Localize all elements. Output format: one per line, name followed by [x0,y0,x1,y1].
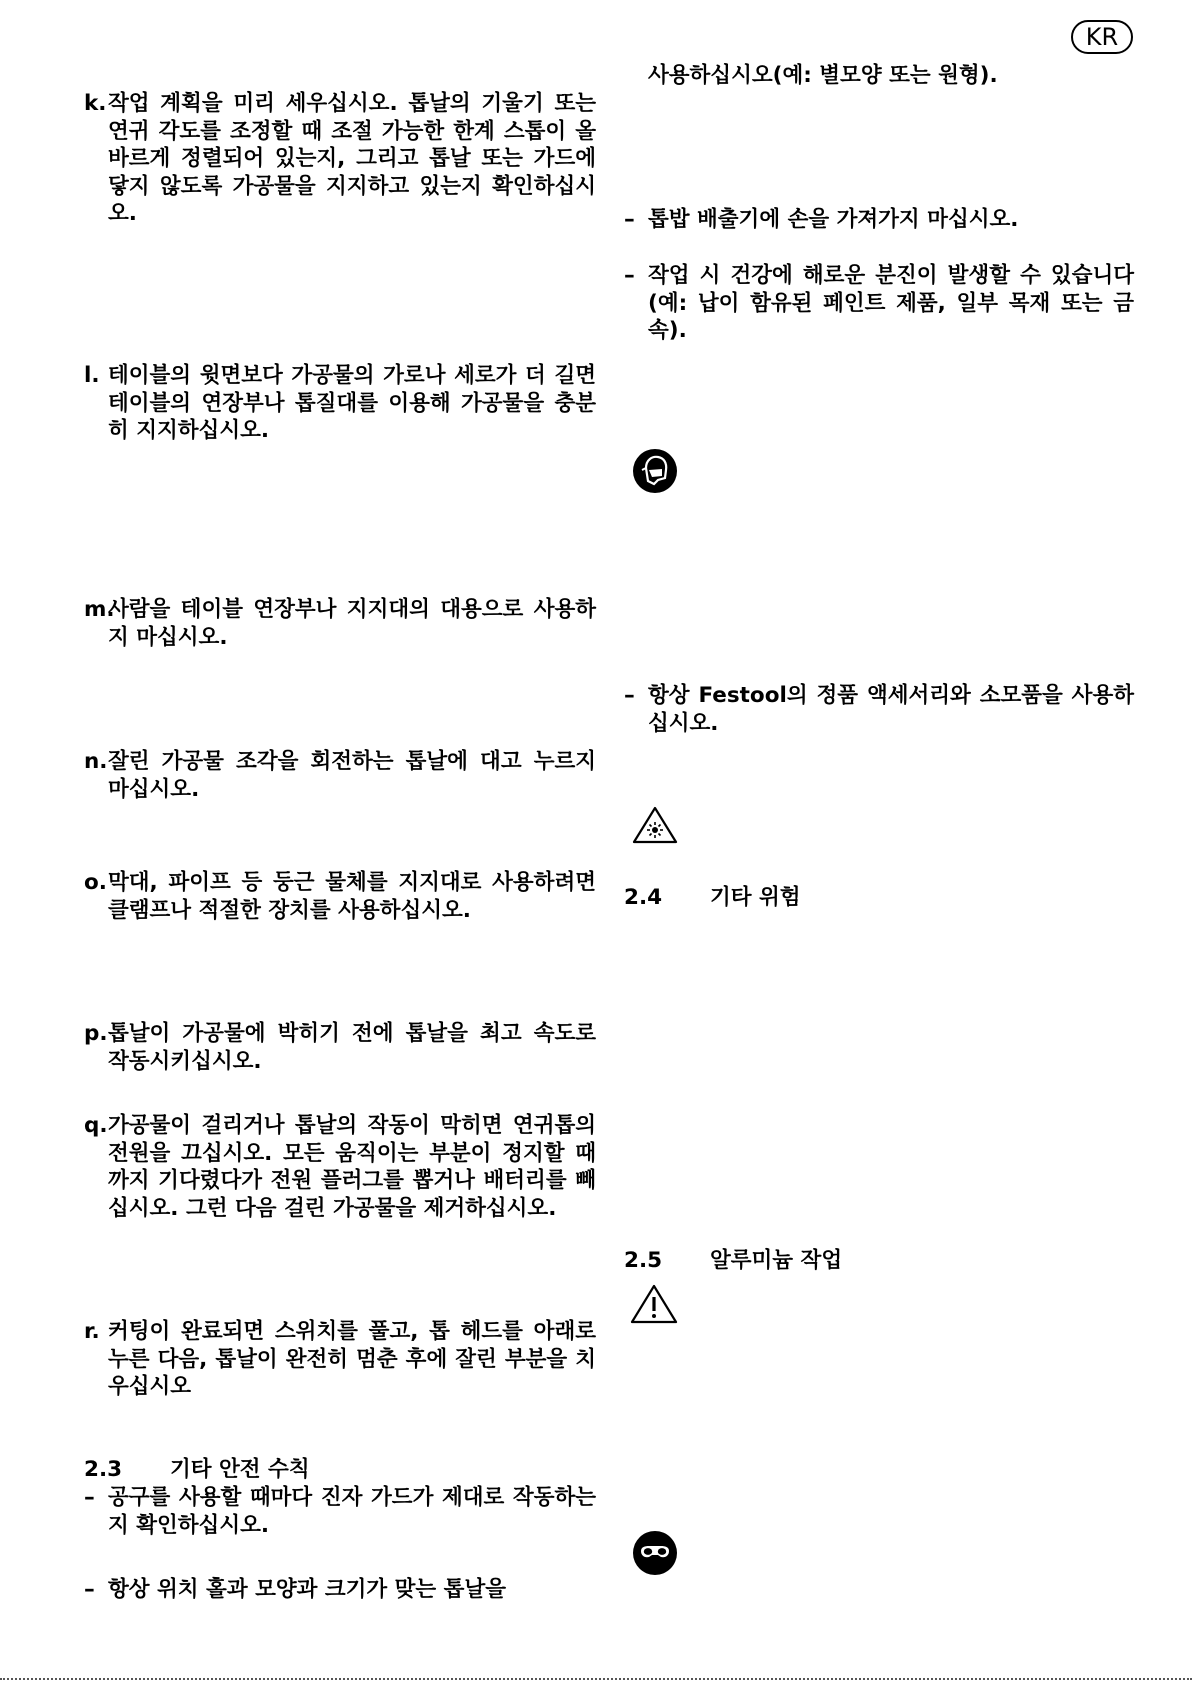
item-marker: k. [84,91,107,116]
bullet-festool-accessories [624,682,1134,737]
section-heading-2-5 [624,1247,842,1275]
section-title: 알루미늄 작업 [710,1248,843,1273]
bullet-dash: – [624,263,635,288]
section-number: 2.5 [624,1248,663,1273]
section-heading-2-4 [624,884,801,912]
instruction-n [84,748,596,803]
bullet-text: 사용하십시오(예: 별모양 또는 원형). [648,63,998,88]
instruction-o [84,869,596,924]
item-text: 잘린 가공물 조각을 회전하는 톱날에 대고 누르지 마십시오. [108,749,596,802]
item-marker: r. [84,1319,100,1344]
instruction-m [84,596,596,651]
bullet-text: 공구를 사용할 때마다 진자 가드가 제대로 작동하는지 확인하십시오. [108,1485,596,1538]
item-text: 작업 계획을 미리 세우십시오. 톱날의 기울기 또는 연귀 각도를 조정할 때 조절 가능한 한계 스톱이 올바르게 정렬되어 있는지, 그리고 톱날 또는 가드에 닿지 않도록 가공물을 지지하고 있는지 확인하십시오. [108,91,596,226]
safety-goggles-icon [632,1530,678,1580]
item-marker: q. [84,1113,108,1138]
item-marker: o. [84,870,107,895]
bullet-text: 작업 시 건강에 해로운 분진이 발생할 수 있습니다(예: 납이 함유된 페인트 제품, 일부 목재 또는 금속). [648,263,1134,343]
warning-triangle-icon [630,1284,678,1328]
item-marker: m. [84,597,115,622]
bullet-text: 항상 위치 홀과 모양과 크기가 맞는 톱날을 [108,1577,506,1602]
bullet-ejector [624,206,1134,234]
item-text: 가공물이 걸리거나 톱날의 작동이 막히면 연귀톱의 전원을 끄십시오. 모든 움직이는 부분이 정지할 때까지 기다렸다가 전원 플러그를 뽑거나 배터리를 빼십시오. 그런 다음 걸린 가공물을 제거하십시오. [108,1113,596,1221]
section-title: 기타 안전 수칙 [170,1457,310,1482]
bullet-dust [624,262,1134,345]
bullet-text: 항상 Festool의 정품 액세서리와 소모품을 사용하십시오. [648,683,1134,736]
item-text: 테이블의 윗면보다 가공물의 가로나 세로가 더 길면 테이블의 연장부나 톱질대를 이용해 가공물을 충분히 지지하십시오. [108,363,596,443]
instruction-r [84,1318,596,1401]
item-text: 막대, 파이프 등 둥근 물체를 지지대로 사용하려면 클램프나 적절한 장치를 사용하십시오. [108,870,596,923]
instruction-k [84,90,596,228]
bullet-blade-fit-continued [624,62,1134,90]
language-badge: KR [1071,20,1133,54]
section-number: 2.4 [624,885,663,910]
instruction-q [84,1112,596,1222]
item-marker: p. [84,1021,108,1046]
page-bottom-dotted-rule [0,1678,1192,1680]
instruction-l [84,362,596,445]
bullet-pendulum-guard [84,1484,596,1539]
section-title: 기타 위험 [710,885,801,910]
item-marker: l. [84,363,100,388]
bullet-dash: – [624,683,635,708]
section-number: 2.3 [84,1457,123,1482]
bullet-dash: – [84,1485,95,1510]
item-text: 톱날이 가공물에 박히기 전에 톱날을 최고 속도로 작동시키십시오. [108,1021,596,1074]
instruction-p [84,1020,596,1075]
bullet-text: 톱밥 배출기에 손을 가져가지 마십시오. [648,207,1019,232]
dust-mask-icon [632,448,678,498]
item-marker: n. [84,749,108,774]
item-text: 사람을 테이블 연장부나 지지대의 대용으로 사용하지 마십시오. [108,597,596,650]
laser-warning-icon [632,806,678,848]
item-text: 커팅이 완료되면 스위치를 풀고, 톱 헤드를 아래로 누른 다음, 톱날이 완전히 멈춘 후에 잘린 부분을 치우십시오 [108,1319,596,1399]
bullet-dash: – [84,1577,95,1602]
bullet-dash: – [624,207,635,232]
bullet-blade-fit [84,1576,596,1604]
section-heading-2-3 [84,1456,310,1484]
